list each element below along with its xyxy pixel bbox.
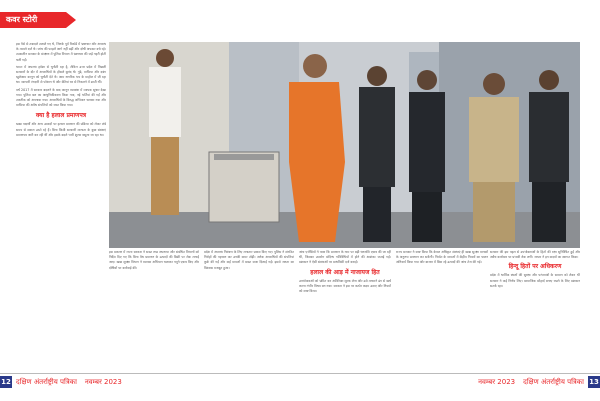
paragraph: इस पैसे से तबादले तलाशे गए थे, जिनके पूर्व रिकॉर्ड में भ्रष्टाचार और अपराध के मामले दर्ज थे। जांच की फाइलें आगे नहीं बढ़ीं और दोषी अफसर बचे रहे। तत्कालीन सरकार के संरक्षण में पुलिस विभाग में भ्रष्टाचार की जड़ें गहरी होती चली गईं। bbox=[16, 42, 106, 62]
publication-title: दक्षिण अंतर्राष्ट्रीय पत्रिका bbox=[16, 377, 77, 386]
text-column-5 bbox=[396, 250, 488, 364]
section-tag: कवर स्टोरी bbox=[0, 12, 66, 28]
page-number: 13 bbox=[589, 378, 599, 386]
paragraph: इस प्रकरण में राज्य सरकार ने सख्त रुख अपनाया और संबंधित विभागों को निर्देश दिए गए कि बिना वैध प्रमाणन के उत्पादों की बिक्री पर रोक लगाई जाए। खाद्य सुरक्षा विभाग ने व्यापक अभियान चलाकर नमूने एकत्र किए और दोषियों पर कार्रवाई की। bbox=[109, 250, 199, 270]
footer-divider bbox=[0, 373, 600, 374]
page-number: 12 bbox=[1, 378, 11, 386]
paragraph: जांच एजेंसियों ने पाया कि प्रमाणन के नाम पर बड़ी धनराशि एकत्र की जा रही थी, जिसका उपयोग संदिग्ध गतिविधियों में होने की आशंका जताई गई। प्रशासन ने ऐसी संस्थाओं पर प्राथमिकी दर्ज कराई। bbox=[299, 250, 391, 265]
paragraph: उपभोक्ताओं को भ्रमित कर अतिरिक्त शुल्क लेना और उसे मनमाने ढंग से खर्च करना गंभीर विषय बन गया। सरकार ने इस पर कठोर कदम उठाए और नियमों को स्पष्ट किया। bbox=[299, 278, 391, 294]
paragraph: राज्य सरकार ने स्पष्ट किया कि केवल अधिकृत संस्थाएं ही खाद्य सुरक्षा मानकों के अनुरूप प्रमाणन कर सकेंगी। निर्यात के मामलों में केंद्रीय नियमों का पालन अनिवार्य किया गया और बाजार में बिक रहे उत्पादों की जांच तेज की गई। bbox=[396, 250, 488, 265]
paragraph: भारत में अपराध हमेशा से चुनौती रहा है, लेकिन उत्तर प्रदेश में पिछली सरकारों के दौर में अपराधियों के हौसले बुलंद थे। गुंडे, माफिया और दबंग खुलेआम कानून को चुनौती देते थे। आम नागरिक भय के माहौल में जी रहा था। व्यापारी रंगदारी से परेशान थे और बेटियां घर से निकलने में डरती थीं। bbox=[16, 64, 106, 85]
paragraph: प्रदेश में अपराध नियंत्रण के लिए लगातार प्रयास किए गए। पुलिस ने संगठित गिरोहों की पहचान कर उनकी कमर तोड़ी। अनेक अपराधियों की संपत्तियां कुर्क की गईं और कई मामलों में सख्त सजा दिलाई गई। इससे जनता का विश्वास मजबूत हुआ। bbox=[204, 250, 294, 270]
issue-date: नवम्बर 2023 bbox=[84, 377, 122, 386]
publication-title: दक्षिण अंतर्राष्ट्रीय पत्रिका bbox=[523, 377, 584, 386]
sub-heading: हलाल की आड़ में नाजायज हित bbox=[310, 268, 380, 276]
photo-illustration bbox=[109, 42, 580, 248]
text-column-2 bbox=[109, 250, 199, 364]
footer-left bbox=[0, 376, 126, 388]
text-column-4 bbox=[299, 250, 391, 364]
cover-photo bbox=[109, 42, 580, 248]
left-text-column bbox=[16, 42, 106, 364]
text-column-6 bbox=[490, 250, 580, 364]
sub-heading: हिन्दू हितों पर अधिकरण bbox=[508, 263, 562, 271]
paragraph: खाद्य पदार्थों और अन्य उत्पादों पर हलाल प्रमाणन की प्रक्रिया को लेकर लंबे समय से सवाल उठते रहे हैं। बिना किसी सरकारी मान्यता के कुछ संस्थाएं प्रमाणपत्र जारी कर रही थीं और इसके बदले भारी शुल्क वसूला जा रहा था। bbox=[16, 122, 106, 137]
sub-heading: क्या है हलाल प्रमाणपत्र bbox=[35, 112, 87, 120]
paragraph: प्रदेश में धार्मिक स्थलों की सुरक्षा और परंपराओं के सम्मान को लेकर भी सरकार ने कई निर्णय लिए। सामाजिक सौहार्द बनाए रखने के लिए प्रशासन सतर्क रहा। bbox=[490, 273, 580, 288]
text-column-3 bbox=[204, 250, 294, 364]
header-bar bbox=[0, 0, 600, 42]
paragraph: वर्ष 2017 में सरकार बदलने के बाद कानून व्यवस्था में व्यापक सुधार देखा गया। पुलिस बल का आधुनिकीकरण किया गया, नई भर्तियां की गईं और तकनीक को अपनाया गया। अपराधियों के विरुद्ध अभियान चलाया गया और माफिया की अवैध संपत्तियों को जब्त किया गया। bbox=[16, 87, 106, 108]
footer-right bbox=[474, 376, 600, 388]
issue-date: नवम्बर 2023 bbox=[478, 377, 516, 386]
paragraph: सरकार की इस पहल से उपभोक्ताओं के हितों की रक्षा सुनिश्चित हुई और अवैध कारोबार पर प्रभावी रोक लगी। जनता ने इन कदमों का स्वागत किया। bbox=[490, 250, 580, 260]
